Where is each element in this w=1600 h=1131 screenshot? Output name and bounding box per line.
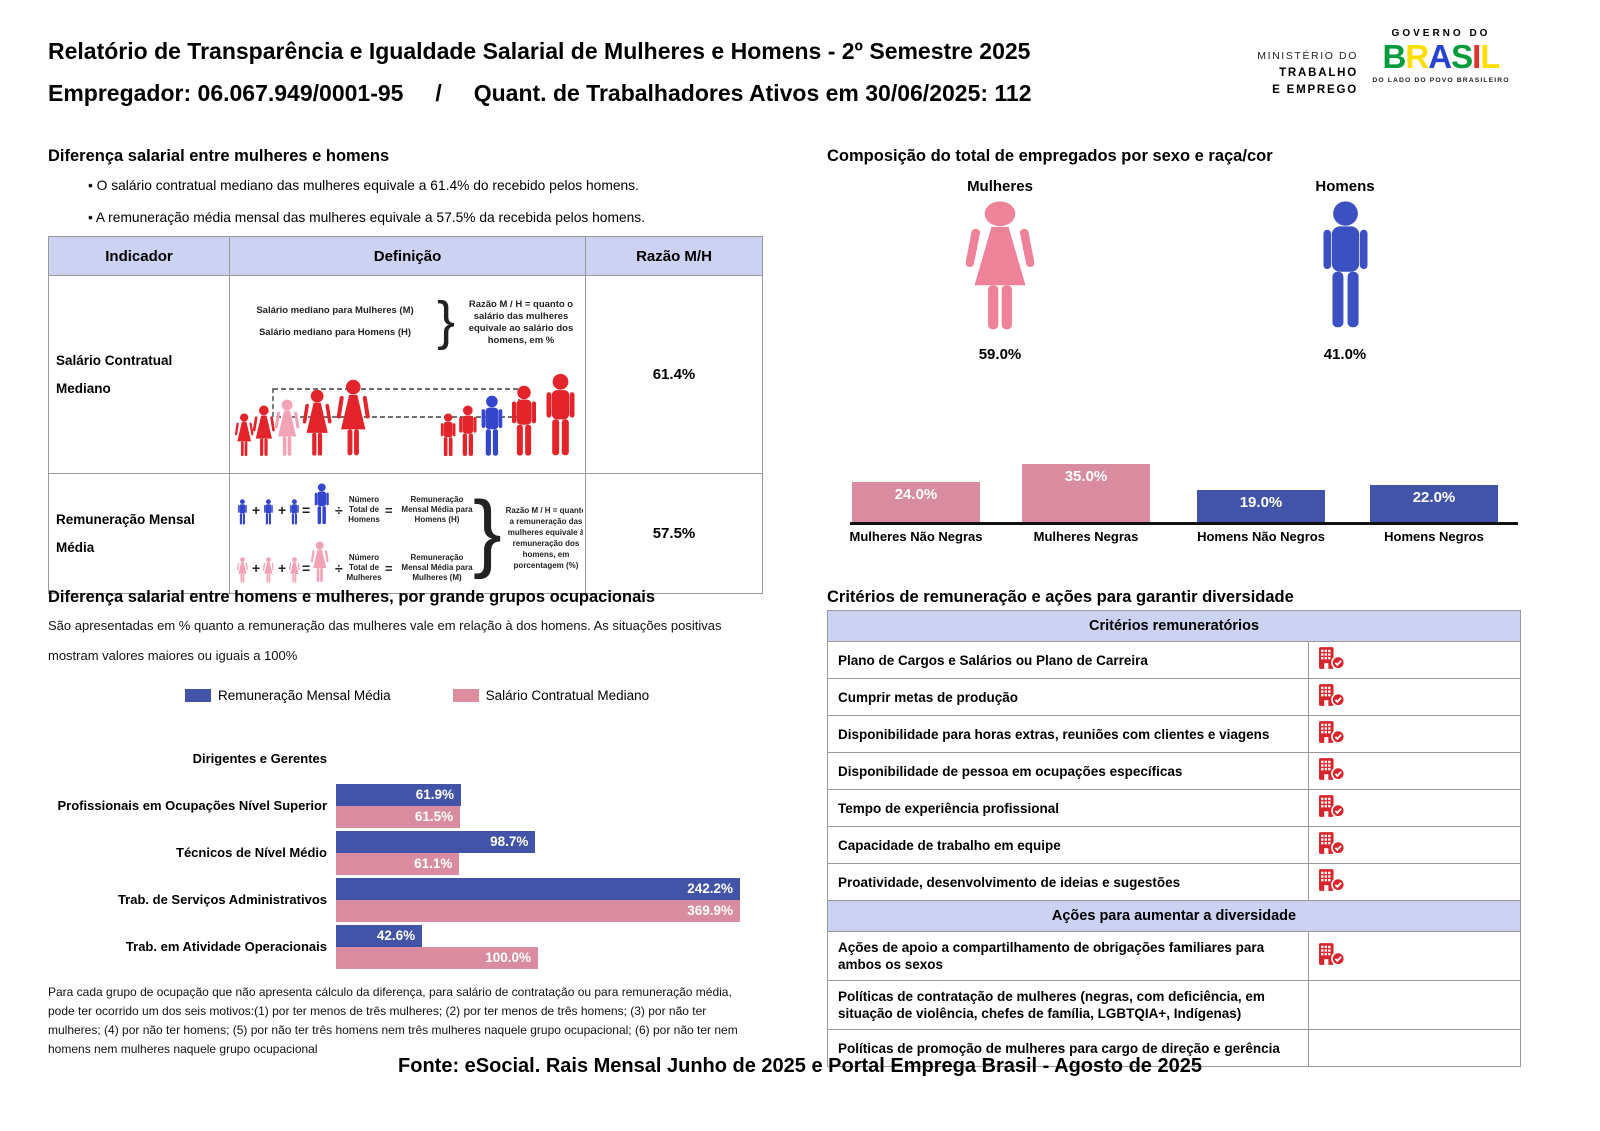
criteria-row bbox=[828, 790, 1521, 827]
bar-value-label: 61.1% bbox=[414, 856, 453, 871]
chart-row bbox=[48, 735, 762, 782]
criteria-row bbox=[828, 864, 1521, 901]
brasil-logo-letter: R bbox=[1405, 38, 1429, 75]
chart-footnote: Para cada grupo de ocupação que não apresenta cálculo da diferença, para salário de contratação ou para remuneração média, pode ter ocorrido um dos seis motivos:(1) por ter menos de três mulheres; (2) por ter menos de três homens; (3) por não ter mulheres; (4) por não ter homens; (5) por não ter três homens nem três mulheres naquele grupo ocupacional; (6) por não ter nem homens nem mulheres naquele grupo ocupacional bbox=[48, 985, 738, 1056]
section-title-criteria: Critérios de remuneração e ações para garantir diversidade bbox=[827, 588, 1294, 606]
female-group-label: Mulheres bbox=[967, 178, 1033, 195]
criteria-label: Cumprir metas de produção bbox=[828, 679, 1309, 716]
svg-text:=: = bbox=[301, 502, 310, 518]
svg-text:equivale ao salário dos: equivale ao salário dos bbox=[468, 323, 573, 334]
report-title: Relatório de Transparência e Igualdade Salarial de Mulheres e Homens - 2º Semestre 2025 bbox=[48, 38, 1031, 64]
criteria-check-cell bbox=[1309, 827, 1521, 864]
company-check-icon bbox=[1318, 794, 1347, 818]
composition-bar bbox=[852, 482, 980, 522]
bar-value-label: 35.0% bbox=[1064, 468, 1108, 485]
criteria-label: Políticas de promoção de mulheres para cargo de direção e gerência bbox=[828, 1030, 1309, 1067]
woman-pictogram-icon bbox=[966, 200, 1034, 332]
ministry-line: MINISTÉRIO DO bbox=[1257, 50, 1358, 62]
gov-logo-top-text: GOVERNO DO bbox=[1391, 28, 1491, 39]
criteria-check-cell bbox=[1309, 932, 1521, 981]
svg-text:Número: Número bbox=[348, 495, 379, 504]
brace-glyph: } bbox=[472, 484, 502, 580]
mean-diagram-svg bbox=[233, 475, 583, 587]
median-woman-figure bbox=[274, 400, 299, 456]
svg-text:Razão M / H = quanto o: Razão M / H = quanto o bbox=[468, 299, 573, 310]
chart-row bbox=[48, 829, 762, 876]
company-check-icon bbox=[1318, 868, 1347, 892]
occupation-category-label: Trab. de Serviços Administrativos bbox=[117, 892, 327, 907]
svg-text:+: + bbox=[251, 560, 260, 576]
col-header-indicador: Indicador bbox=[49, 237, 230, 276]
bar-salario-mediano bbox=[336, 853, 459, 875]
bar-group bbox=[336, 831, 748, 875]
bar-salario-mediano bbox=[336, 947, 538, 969]
median-man-figure bbox=[481, 396, 502, 456]
report-subtitle: Empregador: 06.067.949/0001-95 / Quant. de Trabalhadores Ativos em 30/06/2025: 112 bbox=[48, 80, 1032, 106]
brace-glyph: } bbox=[436, 291, 455, 351]
svg-text:Remuneração: Remuneração bbox=[410, 553, 463, 562]
svg-text:+: + bbox=[277, 502, 286, 518]
criteria-row bbox=[828, 932, 1521, 981]
company-check-icon bbox=[1318, 683, 1347, 707]
legend-item bbox=[185, 688, 391, 703]
governo-do-brasil-logo bbox=[1362, 28, 1520, 84]
men-mean-row bbox=[238, 483, 473, 524]
brasil-logo-letter: B bbox=[1382, 38, 1406, 75]
occupation-category-label: Trab. em Atividade Operacionais bbox=[125, 939, 327, 954]
chart-row bbox=[48, 782, 762, 829]
svg-text:Salário mediano para Mulheres: Salário mediano para Mulheres (M) bbox=[255, 305, 414, 316]
bar-value-label: 42.6% bbox=[376, 928, 416, 943]
men-figures-row bbox=[440, 374, 574, 456]
svg-text:÷: ÷ bbox=[334, 502, 343, 518]
bar-remuneracao-media bbox=[336, 784, 461, 806]
svg-text:+: + bbox=[251, 502, 260, 518]
male-group-label: Homens bbox=[1315, 178, 1375, 195]
svg-text:Homens (H): Homens (H) bbox=[414, 515, 459, 524]
company-check-icon bbox=[1318, 831, 1347, 855]
svg-text:mulheres equivale à: mulheres equivale à bbox=[507, 528, 583, 537]
criteria-section-header: Critérios remuneratórios bbox=[828, 611, 1521, 642]
legend-swatch bbox=[453, 689, 479, 702]
bullet-median: • O salário contratual mediano das mulheres equivale a 61.4% do recebido pelos homens. bbox=[88, 178, 639, 193]
table-row bbox=[49, 474, 763, 594]
man-pictogram-icon bbox=[1318, 200, 1373, 330]
bar-value-label: 61.5% bbox=[414, 809, 454, 824]
chart-legend bbox=[48, 688, 649, 703]
section-title-occupational: Diferença salarial entre homens e mulheres, por grande grupos ocupacionais bbox=[48, 588, 656, 606]
svg-text:Razão M / H = quanto: Razão M / H = quanto bbox=[505, 506, 583, 515]
criteria-section-header: Ações para aumentar a diversidade bbox=[828, 901, 1521, 932]
legend-swatch bbox=[185, 689, 211, 702]
svg-text:+: + bbox=[277, 560, 286, 576]
criteria-check-cell bbox=[1309, 753, 1521, 790]
section-title-salary-gap: Diferença salarial entre mulheres e homens bbox=[48, 147, 390, 165]
criteria-label: Disponibilidade de pessoa em ocupações específicas bbox=[828, 753, 1309, 790]
bar-value-label: 19.0% bbox=[1239, 494, 1283, 511]
bar-value-label: 24.0% bbox=[894, 486, 938, 503]
brasil-logo-wordmark bbox=[1362, 39, 1520, 75]
svg-text:Mensal Média para: Mensal Média para bbox=[400, 563, 473, 572]
occupation-category-label: Dirigentes e Gerentes bbox=[192, 751, 327, 766]
composition-bar bbox=[1197, 490, 1325, 522]
bar-salario-mediano bbox=[336, 900, 740, 922]
gov-logo-tagline: DO LADO DO POVO BRASILEIRO bbox=[1372, 77, 1510, 84]
col-header-razao: Razão M/H bbox=[586, 237, 763, 276]
criteria-row bbox=[828, 642, 1521, 679]
occupational-bar-chart bbox=[48, 735, 762, 970]
criteria-row bbox=[828, 981, 1521, 1030]
table-row bbox=[49, 276, 763, 474]
indicator-name: Salário Contratual Mediano bbox=[49, 276, 230, 474]
composition-bar-chart bbox=[850, 430, 1518, 542]
company-check-icon bbox=[1318, 942, 1347, 966]
table-header-row bbox=[49, 237, 763, 276]
chart-axis-line bbox=[850, 522, 1518, 525]
svg-text:a remuneração das: a remuneração das bbox=[509, 517, 582, 526]
svg-text:porcentagem (%): porcentagem (%) bbox=[513, 561, 578, 570]
criteria-label: Políticas de contratação de mulheres (negras, com deficiência, em situação de violência, chefes de família, LGBTQIA+, Indígenas) bbox=[828, 981, 1309, 1030]
ratio-value: 57.5% bbox=[586, 474, 763, 594]
women-figures-row bbox=[234, 380, 369, 456]
criteria-row bbox=[828, 827, 1521, 864]
indicator-name: Remuneração Mensal Média bbox=[49, 474, 230, 594]
svg-text:Salário mediano para Homens (H: Salário mediano para Homens (H) bbox=[258, 327, 411, 338]
criteria-table bbox=[827, 610, 1521, 1067]
ministry-line: E EMPREGO bbox=[1272, 84, 1358, 96]
criteria-label: Proatividade, desenvolvimento de ideias e sugestões bbox=[828, 864, 1309, 901]
criteria-row bbox=[828, 679, 1521, 716]
criteria-section-header-row bbox=[828, 901, 1521, 932]
svg-text:Remuneração: Remuneração bbox=[410, 495, 463, 504]
brasil-logo-letter: S bbox=[1451, 38, 1473, 75]
svg-text:=: = bbox=[384, 503, 393, 518]
svg-text:salário das mulheres: salário das mulheres bbox=[473, 311, 568, 322]
ministry-line: TRABALHO bbox=[1279, 67, 1358, 79]
svg-text:Mulheres: Mulheres bbox=[345, 573, 382, 582]
svg-text:Total de: Total de bbox=[348, 563, 379, 572]
occupation-category-label: Técnicos de Nível Médio bbox=[176, 845, 327, 860]
criteria-check-cell bbox=[1309, 864, 1521, 901]
source-footer: Fonte: eSocial. Rais Mensal Junho de 2025 e Portal Emprega Brasil - Agosto de 2025 bbox=[398, 1055, 1202, 1077]
category-label: Homens Negros bbox=[1384, 529, 1484, 544]
svg-text:=: = bbox=[301, 560, 310, 576]
bar-group bbox=[336, 925, 748, 969]
criteria-row bbox=[828, 753, 1521, 790]
brasil-logo-letter: I bbox=[1472, 38, 1481, 75]
male-percentage: 41.0% bbox=[1323, 346, 1367, 363]
svg-text:Total de: Total de bbox=[348, 505, 379, 514]
category-label: Mulheres Negras bbox=[1033, 529, 1139, 544]
bar-group bbox=[336, 784, 748, 828]
criteria-check-cell bbox=[1309, 790, 1521, 827]
women-mean-row bbox=[236, 541, 472, 582]
criteria-label: Ações de apoio a compartilhamento de obrigações familiares para ambos os sexos bbox=[828, 932, 1309, 981]
composition-bar bbox=[1370, 485, 1498, 522]
female-percentage: 59.0% bbox=[978, 346, 1022, 363]
occupational-description: São apresentadas em % quanto a remuneração das mulheres vale em relação à dos homens. As situações positivas bbox=[48, 618, 722, 633]
median-definition-diagram bbox=[230, 276, 586, 474]
criteria-label: Plano de Cargos e Salários ou Plano de Carreira bbox=[828, 642, 1309, 679]
bar-value-label: 22.0% bbox=[1412, 489, 1456, 506]
criteria-label: Disponibilidade para horas extras, reuniões com clientes e viagens bbox=[828, 716, 1309, 753]
svg-text:Número: Número bbox=[348, 553, 379, 562]
occupation-category-label: Profissionais em Ocupações Nível Superior bbox=[57, 798, 327, 813]
legend-label: Remuneração Mensal Média bbox=[218, 688, 391, 703]
svg-text:=: = bbox=[384, 561, 393, 576]
criteria-section-header-row bbox=[828, 611, 1521, 642]
composition-bar bbox=[1022, 464, 1150, 522]
svg-text:Mensal Média para: Mensal Média para bbox=[400, 505, 473, 514]
svg-text:Homens: Homens bbox=[347, 515, 380, 524]
ministry-logo bbox=[1240, 48, 1358, 99]
svg-text:remuneração dos: remuneração dos bbox=[512, 539, 579, 548]
bar-group bbox=[336, 878, 748, 922]
chart-row bbox=[48, 876, 762, 923]
indicator-table bbox=[48, 236, 763, 594]
svg-text:homens, em: homens, em bbox=[522, 550, 569, 559]
criteria-check-cell bbox=[1309, 642, 1521, 679]
bar-value-label: 98.7% bbox=[490, 834, 529, 849]
brasil-logo-letter: L bbox=[1480, 38, 1500, 75]
svg-text:÷: ÷ bbox=[334, 560, 343, 576]
bar-remuneracao-media bbox=[336, 831, 535, 853]
bar-value-label: 61.9% bbox=[415, 787, 454, 802]
criteria-check-cell bbox=[1309, 679, 1521, 716]
occupational-description: mostram valores maiores ou iguais a 100% bbox=[48, 648, 298, 663]
legend-label: Salário Contratual Mediano bbox=[485, 688, 650, 703]
mean-definition-diagram bbox=[230, 474, 586, 594]
legend-item bbox=[453, 688, 650, 703]
bar-value-label: 369.9% bbox=[687, 903, 733, 918]
category-label: Mulheres Não Negras bbox=[849, 529, 983, 544]
criteria-check-cell bbox=[1309, 981, 1521, 1030]
bar-remuneracao-media bbox=[336, 878, 740, 900]
criteria-row bbox=[828, 716, 1521, 753]
bullet-mean: • A remuneração média mensal das mulheres equivale a 57.5% da recebida pelos homens. bbox=[88, 210, 646, 225]
chart-row bbox=[48, 923, 762, 970]
criteria-label: Tempo de experiência profissional bbox=[828, 790, 1309, 827]
ratio-value: 61.4% bbox=[586, 276, 763, 474]
median-diagram-svg bbox=[233, 277, 583, 467]
criteria-label: Capacidade de trabalho em equipe bbox=[828, 827, 1309, 864]
company-check-icon bbox=[1318, 757, 1347, 781]
section-title-composition: Composição do total de empregados por sexo e raça/cor bbox=[827, 147, 1273, 165]
bar-value-label: 242.2% bbox=[687, 881, 733, 896]
bar-value-label: 100.0% bbox=[485, 950, 531, 965]
bar-remuneracao-media bbox=[336, 925, 422, 947]
company-check-icon bbox=[1318, 646, 1347, 670]
criteria-check-cell bbox=[1309, 716, 1521, 753]
col-header-definicao: Definição bbox=[230, 237, 586, 276]
category-label: Homens Não Negros bbox=[1197, 529, 1325, 544]
svg-text:homens, em %: homens, em % bbox=[487, 335, 554, 346]
bar-salario-mediano bbox=[336, 806, 460, 828]
svg-text:Mulheres (M): Mulheres (M) bbox=[411, 573, 462, 582]
brasil-logo-letter: A bbox=[1428, 38, 1452, 75]
company-check-icon bbox=[1318, 720, 1347, 744]
